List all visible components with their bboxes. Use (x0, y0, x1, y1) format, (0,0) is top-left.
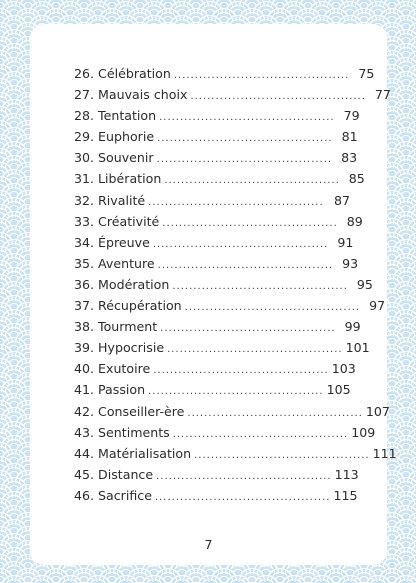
toc-entry-title: 43. Sentiments (74, 424, 170, 440)
toc-entry-title: 38. Tourment (74, 319, 158, 335)
toc-entry-title: 41. Passion (74, 382, 146, 398)
toc-entry (74, 445, 397, 467)
toc-entry-title: 35. Aventure (74, 255, 155, 271)
toc-entry-title: 44. Matérialisation (74, 445, 192, 461)
dot-leader: .......................................... (157, 133, 333, 145)
toc-entry-title: 30. Souvenir (74, 150, 154, 166)
toc-entry (74, 193, 350, 214)
toc-entry (74, 403, 390, 425)
toc-entry-title: 40. Exutoire (74, 361, 151, 377)
dot-leader: .......................................... (187, 407, 363, 419)
toc-entry (74, 319, 361, 340)
toc-entry-page: 93 (342, 255, 359, 271)
dot-leader: .......................................... (156, 470, 332, 482)
dot-leader: .......................................... (173, 70, 350, 81)
toc-entry-title: 26. Célébration (74, 66, 171, 81)
toc-entry-page: 83 (341, 150, 358, 166)
toc-entry-page: 111 (372, 445, 397, 461)
dot-leader: .......................................... (156, 154, 333, 166)
toc-entry (74, 87, 391, 108)
toc-entry (74, 487, 358, 509)
toc-entry-page: 89 (346, 213, 363, 229)
toc-entry (74, 382, 350, 403)
toc-entry-page: 105 (326, 382, 351, 398)
toc-entry-page: 113 (334, 466, 359, 482)
dot-leader: .......................................... (162, 217, 338, 229)
dot-leader: .......................................... (172, 280, 348, 292)
toc-entry-title: 37. Récupération (74, 298, 182, 314)
dot-leader: .......................................... (154, 491, 331, 503)
dot-leader: .......................................... (190, 91, 366, 103)
dot-leader: .......................................... (164, 175, 340, 187)
toc-entry-title: 29. Euphorie (74, 129, 155, 145)
toc-entry-title: 32. Rivalité (74, 192, 146, 208)
dot-leader: .......................................... (153, 365, 329, 377)
toc-entry (74, 108, 360, 129)
toc-entry (74, 129, 358, 150)
toc-entry-page: 91 (337, 234, 354, 250)
dot-leader: .......................................... (148, 386, 324, 398)
toc-entry-title: 31. Libération (74, 171, 162, 187)
toc-entry (74, 66, 375, 87)
toc-entry (74, 424, 376, 446)
toc-entry (74, 150, 358, 171)
toc-entry (74, 171, 365, 192)
dot-leader: .......................................... (167, 344, 343, 356)
toc-entry-page: 109 (351, 424, 376, 440)
dot-leader: .......................................... (148, 196, 324, 208)
table-of-contents (74, 66, 397, 509)
toc-entry-page: 77 (374, 87, 391, 103)
dot-leader: .......................................... (152, 238, 329, 250)
toc-entry (74, 361, 356, 382)
toc-entry-page: 103 (331, 361, 356, 377)
page-card (30, 24, 397, 565)
toc-entry (74, 466, 359, 488)
toc-entry-page: 87 (333, 192, 350, 208)
toc-entry (74, 234, 354, 256)
toc-entry-title: 28. Tentation (74, 108, 157, 124)
toc-entry-page: 97 (369, 298, 386, 314)
toc-entry-page: 107 (365, 403, 390, 419)
toc-entry-page: 115 (333, 487, 358, 503)
dot-leader: .......................................... (172, 428, 349, 440)
dot-leader: .......................................... (160, 323, 336, 335)
dot-leader: .......................................... (184, 302, 361, 314)
toc-entry-title: 42. Conseiller-ère (74, 403, 185, 419)
toc-entry (74, 340, 370, 361)
dot-leader: .......................................... (159, 112, 335, 124)
page-number: 7 (204, 537, 213, 552)
toc-entry-title: 46. Sacrifice (74, 487, 152, 503)
toc-entry-title: 39. Hypocrisie (74, 340, 165, 356)
toc-entry-page: 85 (348, 171, 365, 187)
toc-entry-title: 45. Distance (74, 466, 154, 482)
toc-entry-page: 101 (345, 340, 370, 356)
toc-entry-title: 33. Créativité (74, 213, 160, 229)
dot-leader: .......................................... (194, 449, 370, 461)
toc-entry-page: 79 (343, 108, 360, 124)
toc-entry (74, 276, 373, 298)
toc-entry-page: 75 (358, 66, 375, 81)
toc-entry-page: 81 (341, 129, 358, 145)
toc-entry-title: 36. Modération (74, 276, 170, 292)
toc-entry (74, 255, 359, 277)
toc-entry-title: 34. Épreuve (74, 234, 150, 250)
toc-entry-title: 27. Mauvais choix (74, 87, 188, 103)
toc-entry-page: 95 (356, 276, 373, 292)
toc-entry (74, 213, 363, 235)
toc-entry (74, 298, 386, 319)
toc-entry-page: 99 (344, 319, 361, 335)
dot-leader: .......................................... (157, 259, 334, 271)
